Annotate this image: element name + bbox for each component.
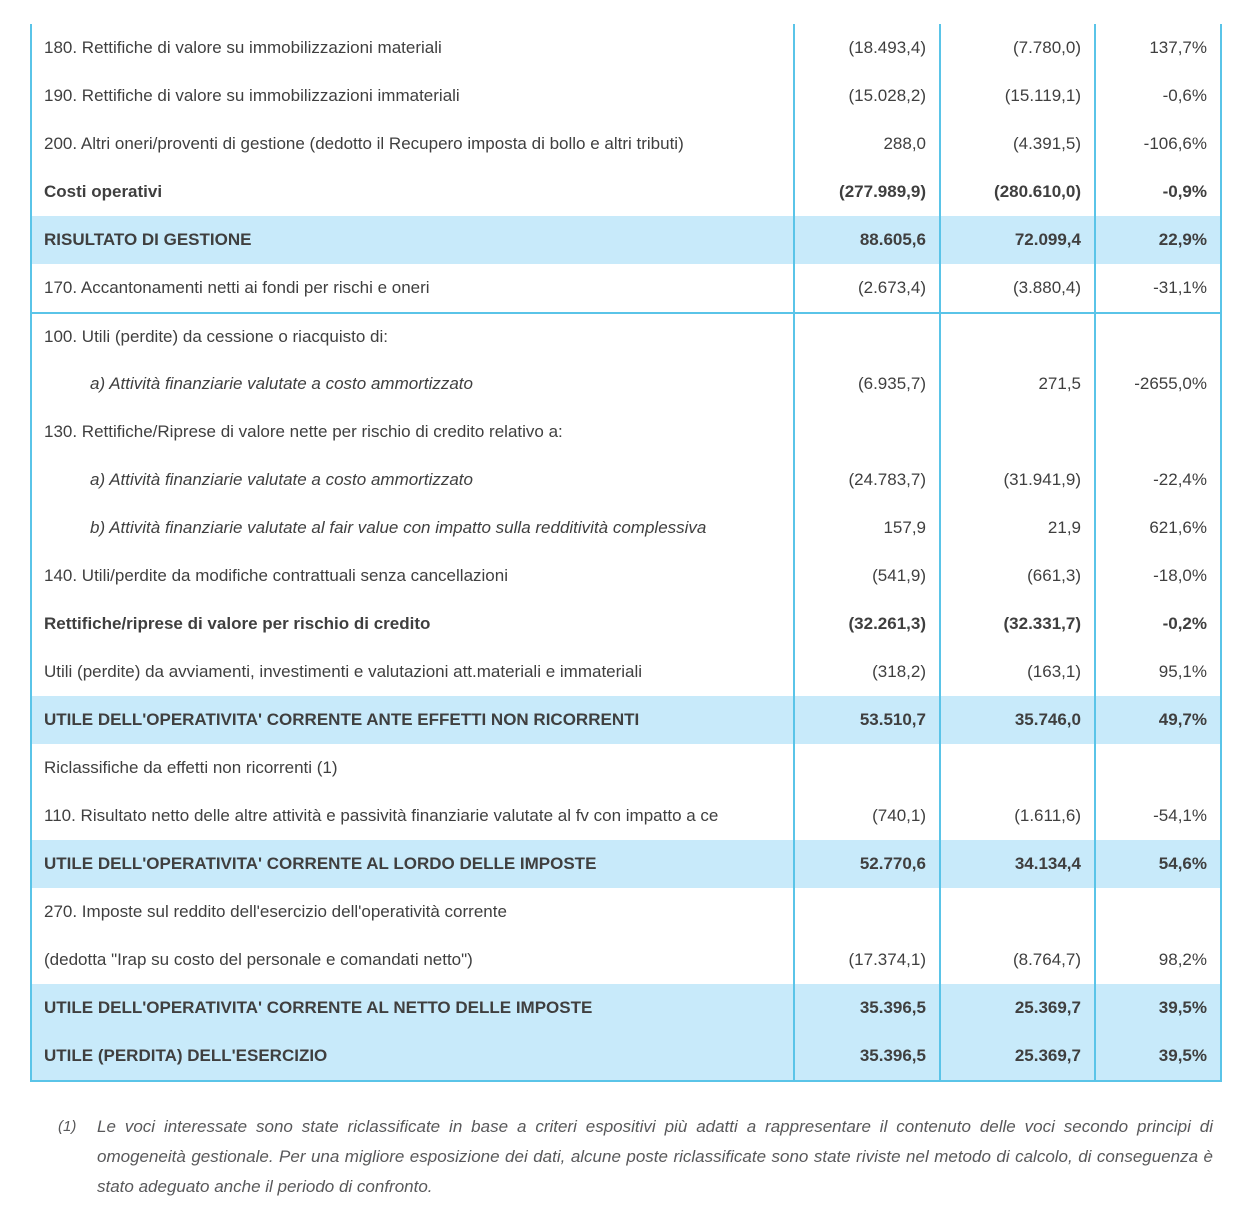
value-change-pct: 39,5% [1158, 1046, 1207, 1065]
value-change-pct: -0,6% [1162, 86, 1207, 105]
value-change-pct: 49,7% [1158, 710, 1207, 729]
value-prior [941, 744, 1096, 792]
value-change-pct: 98,2% [1158, 950, 1207, 969]
value-current [795, 888, 941, 936]
table-row [32, 648, 1220, 696]
table-row [32, 888, 1220, 936]
value-change-pct: -106,6% [1143, 134, 1207, 153]
value-current: (277.989,9) [795, 168, 941, 216]
row-label: a) Attività finanziarie valutate a costo ammortizzato [32, 360, 795, 408]
value-current: (740,1) [795, 792, 941, 840]
value-change-pct [1096, 888, 1220, 936]
value-change-pct [1096, 314, 1220, 360]
value-current: 157,9 [795, 504, 941, 552]
value-change-pct: -31,1% [1153, 278, 1207, 297]
row-label: 140. Utili/perdite da modifiche contrattuali senza cancellazioni [32, 552, 795, 600]
value-change-pct: 621,6% [1149, 518, 1207, 537]
value-prior: (661,3) [941, 552, 1096, 600]
value-prior [941, 408, 1096, 456]
row-label: 110. Risultato netto delle altre attività e passività finanziarie valutate al fv con impatto a ce [32, 792, 795, 840]
value-prior: (4.391,5) [941, 120, 1096, 168]
value-prior: (3.880,4) [941, 264, 1096, 312]
row-label: 200. Altri oneri/proventi di gestione (dedotto il Recupero imposta di bollo e altri tributi) [32, 120, 795, 168]
value-current: (15.028,2) [795, 72, 941, 120]
row-label: 190. Rettifiche di valore su immobilizzazioni immateriali [32, 72, 795, 120]
value-prior: 35.746,0 [941, 696, 1096, 744]
value-prior: (31.941,9) [941, 456, 1096, 504]
table-row [32, 168, 1220, 216]
value-current [795, 408, 941, 456]
income-statement-table [30, 24, 1222, 1082]
row-label: 130. Rettifiche/Riprese di valore nette per rischio di credito relativo a: [32, 408, 795, 456]
value-change-pct: 95,1% [1158, 662, 1207, 681]
table-row [32, 408, 1220, 456]
table-row [32, 936, 1220, 984]
value-change-pct: 22,9% [1158, 230, 1207, 249]
row-label: 180. Rettifiche di valore su immobilizzazioni materiali [32, 24, 795, 72]
row-label: UTILE (PERDITA) DELL'ESERCIZIO [32, 1032, 795, 1080]
table-row [32, 456, 1220, 504]
table-row [32, 264, 1220, 312]
value-prior [941, 314, 1096, 360]
value-change-pct [1096, 408, 1220, 456]
value-current: (2.673,4) [795, 264, 941, 312]
value-prior: (7.780,0) [941, 24, 1096, 72]
table-row [32, 216, 1220, 264]
value-current: 52.770,6 [795, 840, 941, 888]
value-prior [941, 888, 1096, 936]
table-row [32, 360, 1220, 408]
value-prior: (8.764,7) [941, 936, 1096, 984]
value-prior: (1.611,6) [941, 792, 1096, 840]
value-current: 35.396,5 [795, 984, 941, 1032]
value-current: 288,0 [795, 120, 941, 168]
value-change-pct: 39,5% [1158, 998, 1207, 1017]
footnote-marker: (1) [58, 1118, 77, 1135]
table-row [32, 504, 1220, 552]
value-change-pct: -54,1% [1153, 806, 1207, 825]
value-prior: (163,1) [941, 648, 1096, 696]
value-prior: (32.331,7) [941, 600, 1096, 648]
table-row [32, 696, 1220, 744]
value-prior: 25.369,7 [941, 984, 1096, 1032]
row-label: b) Attività finanziarie valutate al fair value con impatto sulla redditività complessiva [32, 504, 795, 552]
table-row [32, 24, 1220, 72]
value-current: (24.783,7) [795, 456, 941, 504]
value-current [795, 744, 941, 792]
value-prior: 21,9 [941, 504, 1096, 552]
value-current [795, 314, 941, 360]
value-change-pct: -18,0% [1153, 566, 1207, 585]
value-current: (17.374,1) [795, 936, 941, 984]
value-change-pct: -22,4% [1153, 470, 1207, 489]
value-current: (18.493,4) [795, 24, 941, 72]
value-prior: 25.369,7 [941, 1032, 1096, 1080]
value-prior: 271,5 [941, 360, 1096, 408]
value-prior: 72.099,4 [941, 216, 1096, 264]
row-label: RISULTATO DI GESTIONE [32, 216, 795, 264]
row-label: 170. Accantonamenti netti ai fondi per rischi e oneri [32, 264, 795, 312]
table-row [32, 840, 1220, 888]
row-label: 100. Utili (perdite) da cessione o riacquisto di: [32, 314, 795, 360]
value-change-pct: -2655,0% [1134, 374, 1207, 393]
row-label: Costi operativi [32, 168, 795, 216]
value-prior: (280.610,0) [941, 168, 1096, 216]
value-current: 88.605,6 [795, 216, 941, 264]
value-change-pct: -0,2% [1162, 614, 1207, 633]
value-current: (318,2) [795, 648, 941, 696]
value-change-pct: 54,6% [1158, 854, 1207, 873]
table-row [32, 600, 1220, 648]
footnote [58, 1112, 1213, 1202]
table-row [32, 312, 1220, 360]
row-label: UTILE DELL'OPERATIVITA' CORRENTE AL LORDO DELLE IMPOSTE [32, 840, 795, 888]
value-prior: (15.119,1) [941, 72, 1096, 120]
row-label: a) Attività finanziarie valutate a costo ammortizzato [32, 456, 795, 504]
row-label: Utili (perdite) da avviamenti, investimenti e valutazioni att.materiali e immateriali [32, 648, 795, 696]
table-row [32, 552, 1220, 600]
value-prior: 34.134,4 [941, 840, 1096, 888]
value-current: 35.396,5 [795, 1032, 941, 1080]
table-row [32, 1032, 1220, 1080]
row-label: (dedotta "Irap su costo del personale e comandati netto") [32, 936, 795, 984]
row-label: UTILE DELL'OPERATIVITA' CORRENTE ANTE EFFETTI NON RICORRENTI [32, 696, 795, 744]
value-current: (32.261,3) [795, 600, 941, 648]
footnote-text: Le voci interessate sono state riclassificate in base a criteri espositivi più adatti a rappresentare il contenuto delle voci secondo principi di omogeneità gestionale. Per una migliore esposizione dei dati, alcune poste riclassificate sono state riviste nel metodo di calcolo, di conseguenza è stato adeguato anche il periodo di confronto. [97, 1117, 1213, 1196]
row-label: UTILE DELL'OPERATIVITA' CORRENTE AL NETTO DELLE IMPOSTE [32, 984, 795, 1032]
row-label: Riclassifiche da effetti non ricorrenti (1) [32, 744, 795, 792]
value-change-pct: -0,9% [1162, 182, 1207, 201]
row-label: Rettifiche/riprese di valore per rischio di credito [32, 600, 795, 648]
row-label: 270. Imposte sul reddito dell'esercizio dell'operatività corrente [32, 888, 795, 936]
value-current: 53.510,7 [795, 696, 941, 744]
table-row [32, 984, 1220, 1032]
value-change-pct: 137,7% [1149, 38, 1207, 57]
value-current: (6.935,7) [795, 360, 941, 408]
table-row [32, 72, 1220, 120]
value-current: (541,9) [795, 552, 941, 600]
table-row [32, 792, 1220, 840]
table-row [32, 744, 1220, 792]
table-row [32, 120, 1220, 168]
value-change-pct [1096, 744, 1220, 792]
